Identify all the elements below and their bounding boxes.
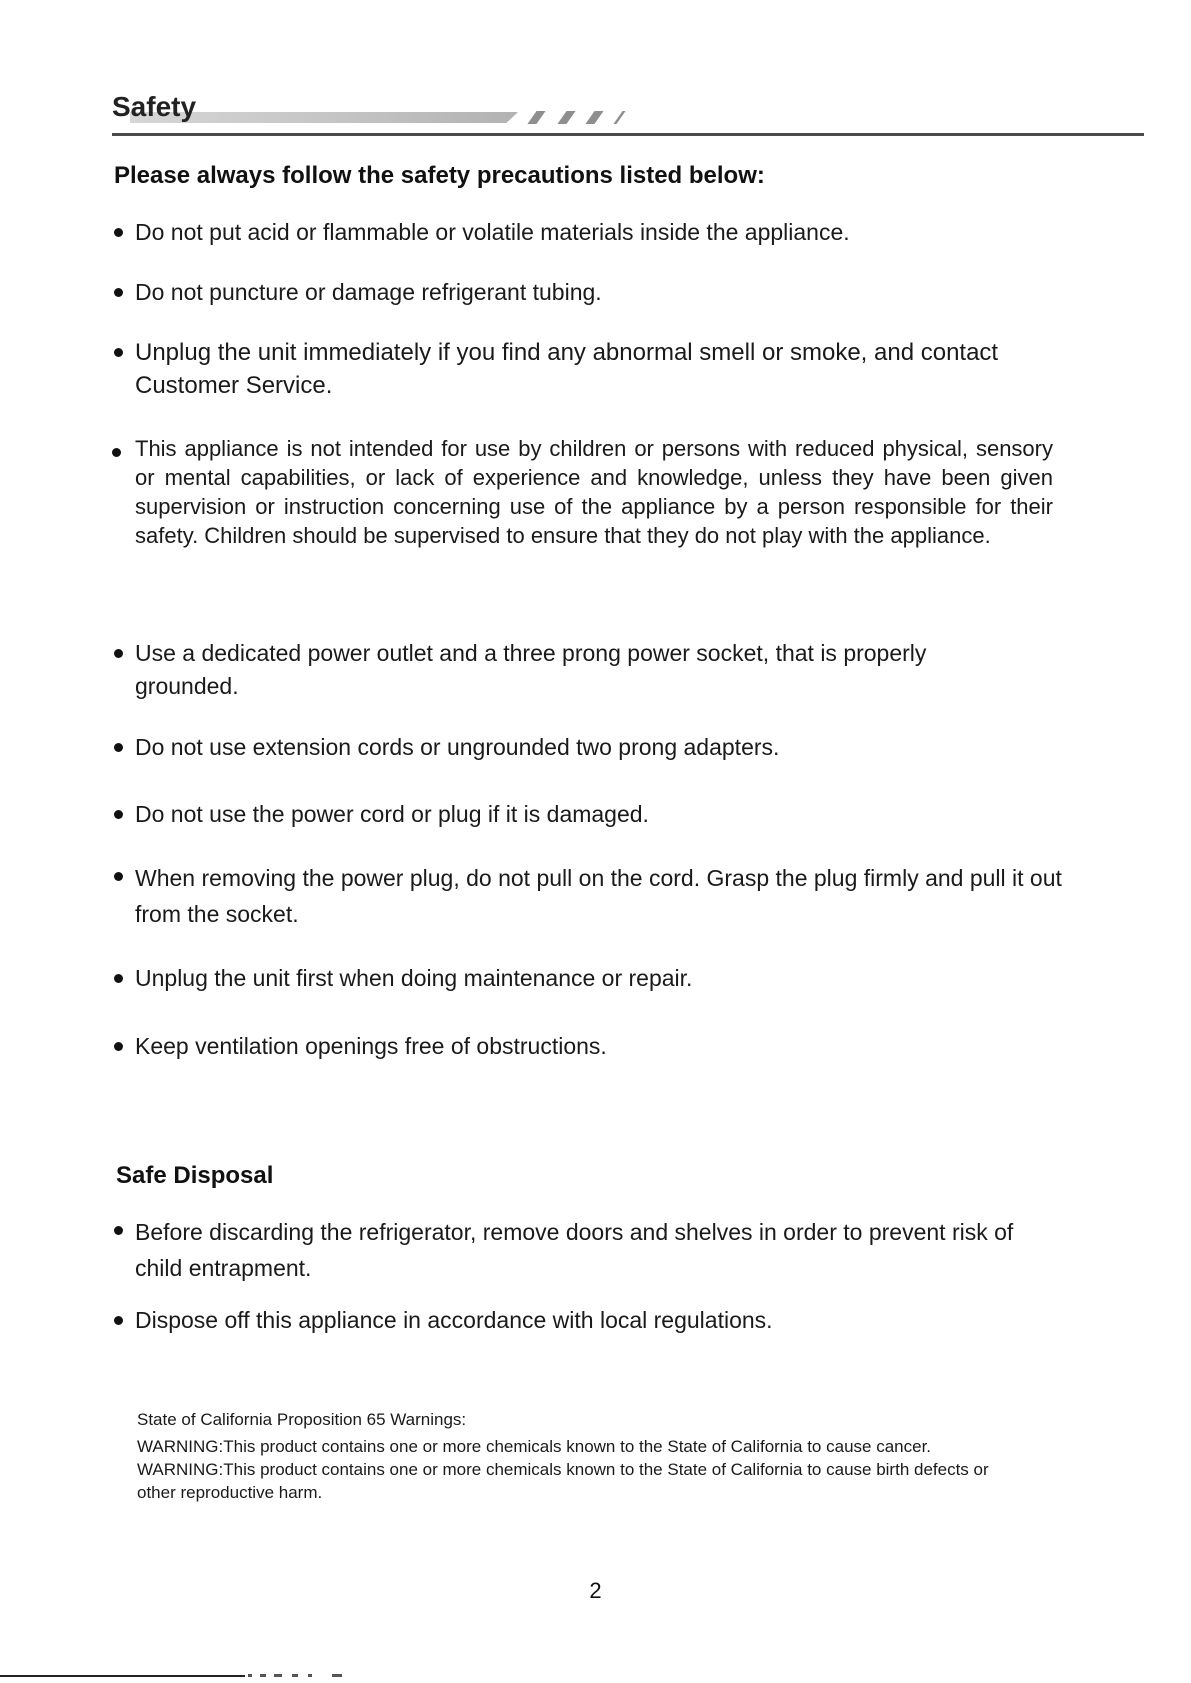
- header-rule: [112, 133, 1144, 136]
- precautions-heading: Please always follow the safety precautions listed below:: [114, 162, 765, 189]
- bullet-icon: [114, 1316, 123, 1325]
- bullet-icon: [114, 810, 123, 819]
- list-item-text: Unplug the unit immediately if you find any abnormal smell or smoke, and contact Customer Service.: [135, 339, 999, 399]
- list-item-text: Keep ventilation openings free of obstructions.: [135, 1033, 607, 1059]
- section-title: Safety: [112, 91, 197, 122]
- prop65-warning-line: other reproductive harm.: [137, 1483, 323, 1502]
- prop65-title: State of California Proposition 65 Warnings:: [137, 1410, 467, 1429]
- list-item-text: Do not use extension cords or ungrounded two prong adapters.: [135, 734, 780, 760]
- bullet-icon: [112, 448, 121, 457]
- prop65-warnings: [137, 1408, 1137, 1504]
- list-item-text: Use a dedicated power outlet and a three prong power socket, that is properly grounded.: [135, 640, 927, 699]
- list-item-text: Dispose off this appliance in accordance with local regulations.: [135, 1307, 773, 1333]
- prop65-warning-line: WARNING:This product contains one or more chemicals known to the State of California to cause birth defects or: [137, 1460, 989, 1479]
- section-header: [112, 88, 1144, 138]
- list-item-text: Do not use the power cord or plug if it is damaged.: [135, 801, 649, 827]
- footer-rule: [0, 1675, 245, 1677]
- list-item-text: Do not puncture or damage refrigerant tubing.: [135, 279, 602, 305]
- bullet-icon: [114, 1226, 123, 1235]
- bullet-icon: [114, 288, 123, 297]
- bullet-icon: [114, 1042, 123, 1051]
- bullet-icon: [114, 228, 123, 237]
- header-slash-marks: [422, 111, 642, 125]
- list-item-text: Before discarding the refrigerator, remove doors and shelves in order to prevent risk of child entrapment.: [135, 1219, 1014, 1281]
- bullet-icon: [114, 872, 123, 881]
- list-item-text: This appliance is not intended for use by children or persons with reduced physical, sensory or mental capabilities, or lack of experience and knowledge, unless they have been given supervision or instruction concerning use of the appliance by a person responsible for their safety. Children should be supervised to ensure that they do not play with the appliance.: [135, 436, 1053, 548]
- disposal-heading: Safe Disposal: [116, 1162, 274, 1189]
- list-item-text: When removing the power plug, do not pull on the cord. Grasp the plug firmly and pull it out from the socket.: [135, 865, 1062, 927]
- bullet-icon: [114, 974, 123, 983]
- list-item-text: Unplug the unit first when doing maintenance or repair.: [135, 965, 693, 991]
- page-number: 2: [589, 1578, 602, 1603]
- bullet-icon: [114, 649, 123, 658]
- prop65-warning-line: WARNING:This product contains one or more chemicals known to the State of California to cause cancer.: [137, 1437, 932, 1456]
- bullet-icon: [114, 348, 123, 357]
- list-item-text: Do not put acid or flammable or volatile materials inside the appliance.: [135, 219, 850, 245]
- footer-marks: [248, 1674, 368, 1678]
- bullet-icon: [114, 743, 123, 752]
